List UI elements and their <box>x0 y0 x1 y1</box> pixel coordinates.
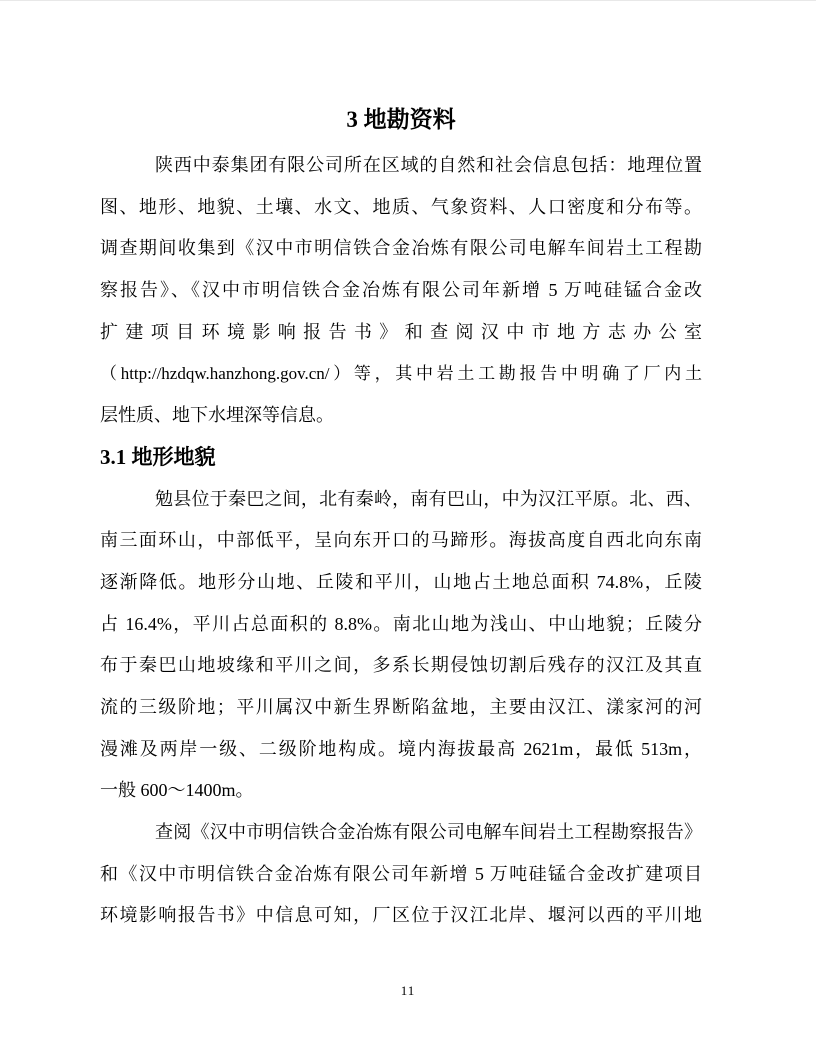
page-number: 11 <box>400 983 416 998</box>
text-line: 占 16.4%，平川占总面积的 8.8%。南北山地为浅山、中山地貌；丘陵分 <box>100 613 702 634</box>
paragraph <box>100 145 702 437</box>
text-line: 图、地形、地貌、土壤、水文、地质、气象资料、人口密度和分布等。 <box>100 196 702 217</box>
text-line: 和《汉中市明信铁合金冶炼有限公司年新增 5 万吨硅锰合金改扩建项目 <box>100 863 702 884</box>
text-line: （http://hzdqw.hanzhong.gov.cn/）等，其中岩土工勘报告中明确了厂内土 <box>100 364 702 384</box>
text-line: 一般 600～1400m。 <box>100 780 254 801</box>
text-line: 布于秦巴山地坡缘和平川之间，多系长期侵蚀切割后残存的汉江及其直 <box>100 655 702 676</box>
text-line: 层性质、地下水埋深等信息。 <box>100 405 334 426</box>
text-line: 察报告》、《汉中市明信铁合金冶炼有限公司年新增 5 万吨硅锰合金改 <box>100 280 702 301</box>
text-line: 陕西中泰集团有限公司所在区域的自然和社会信息包括：地理位置 <box>155 155 702 175</box>
text-line: 查阅《汉中市明信铁合金冶炼有限公司电解车间岩土工程勘察报告》 <box>155 822 702 842</box>
text-line: 逐渐降低。地形分山地、丘陵和平川，山地占土地总面积 74.8%，丘陵 <box>100 571 702 592</box>
text-line: 调查期间收集到《汉中市明信铁合金冶炼有限公司电解车间岩土工程勘 <box>100 238 702 259</box>
document-title: 3 地勘资料 <box>346 107 456 132</box>
paragraph <box>100 812 702 937</box>
text-line: 扩建项目环境影响报告书》和查阅汉中市地方志办公室 <box>100 321 702 342</box>
text-line: 流的三级阶地；平川属汉中新生界断陷盆地，主要由汉江、漾家河的河 <box>100 696 702 717</box>
text-line: 南三面环山，中部低平，呈向东开口的马蹄形。海拔高度自西北向东南 <box>100 530 702 551</box>
text-line: 勉县位于秦巴之间，北有秦岭，南有巴山，中为汉江平原。北、西、 <box>155 488 702 509</box>
document-body <box>100 95 702 937</box>
paragraph <box>100 479 702 813</box>
section-heading: 3.1 地形地貌 <box>100 444 216 469</box>
text-line: 环境影响报告书》中信息可知，厂区位于汉江北岸、堰河以西的平川地 <box>100 905 702 926</box>
text-line: 漫滩及两岸一级、二级阶地构成。境内海拔最高 2621m，最低 513m， <box>100 738 702 759</box>
